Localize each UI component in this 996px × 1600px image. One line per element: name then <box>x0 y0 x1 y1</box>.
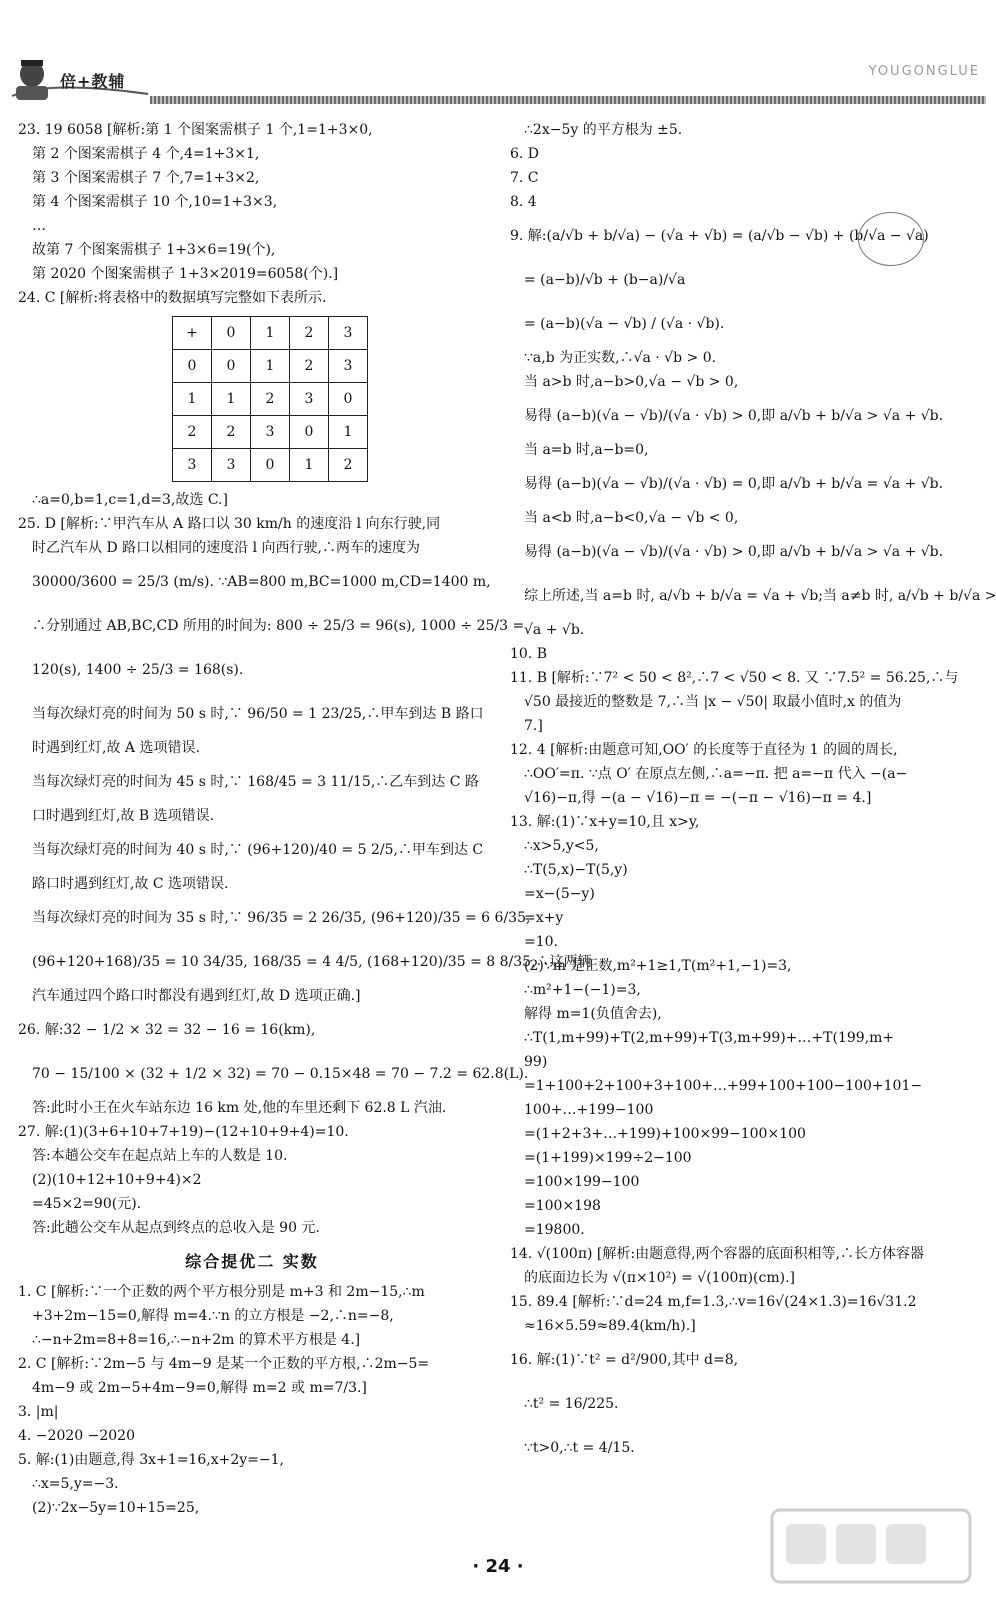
page-number: · 24 · <box>472 1556 524 1577</box>
answer-line: 易得 (a−b)(√a − √b)/(√a · √b) > 0,即 a/√b + b/√a > √a + √b. <box>524 408 944 424</box>
answer-line: 23. 19 6058 [解析:第 1 个图案需棋子 1 个,1=1+3×0, <box>18 122 373 138</box>
answer-line: 6. D <box>510 146 540 162</box>
table-cell: 3 <box>329 317 368 350</box>
answer-line: =10. <box>524 934 558 950</box>
answer-line: ∴T(1,m+99)+T(2,m+99)+T(3,m+99)+…+T(199,m+ <box>524 1030 895 1046</box>
table-cell: 3 <box>173 449 212 482</box>
answer-line: 13. 解:(1)∵x+y=10,且 x>y, <box>510 814 700 830</box>
section-title: 综合提优二 实数 <box>185 1252 319 1271</box>
answer-line: 答:此时小王在火车站东边 16 km 处,他的车里还剩下 62.8 L 汽油. <box>32 1100 447 1116</box>
answer-line: 25. D [解析:∵甲汽车从 A 路口以 30 km/h 的速度沿 l 向东行驶,同 <box>18 516 441 532</box>
table-cell: 0 <box>251 449 290 482</box>
answer-line: 第 3 个图案需棋子 7 个,7=1+3×2, <box>32 170 260 186</box>
answer-line: =x+y <box>524 910 564 926</box>
answer-line: 70 − 15/100 × (32 + 1/2 × 32) = 70 − 0.15×48 = 70 − 7.2 = 62.8(L). <box>32 1066 529 1082</box>
answer-line: 路口时遇到红灯,故 C 选项错误. <box>32 876 229 892</box>
table-row <box>173 416 368 449</box>
answer-line: 100+…+199−100 <box>524 1102 654 1118</box>
answer-line: ∴OO′=π. ∵点 O′ 在原点左侧,∴a=−π. 把 a=−π 代入 −(a− <box>524 766 908 782</box>
logo-text: 倍+教辅 <box>60 72 126 91</box>
table-cell: 0 <box>173 350 212 383</box>
answer-line: ∴分别通过 AB,BC,CD 所用的时间为: 800 ÷ 25/3 = 96(s), 1000 ÷ 25/3 = <box>32 618 525 634</box>
answer-line: 当 a<b 时,a−b<0,√a − √b < 0, <box>524 510 739 526</box>
answer-line: =x−(5−y) <box>524 886 595 902</box>
answer-line: ∴T(5,x)−T(5,y) <box>524 862 628 878</box>
answer-line: 当 a>b 时,a−b>0,√a − √b > 0, <box>524 374 739 390</box>
table-cell: 0 <box>329 383 368 416</box>
table-row <box>173 350 368 383</box>
answer-line: = (a−b)(√a − √b) / (√a · √b). <box>524 316 725 332</box>
table-cell: 3 <box>290 383 329 416</box>
stamp-icon <box>858 212 924 266</box>
answer-line: +3+2m−15=0,解得 m=4.∵n 的立方根是 −2,∴n=−8, <box>32 1308 394 1324</box>
answer-line: 第 2 个图案需棋子 4 个,4=1+3×1, <box>32 146 260 162</box>
answer-line: 答:此趟公交车从起点到终点的总收入是 90 元. <box>32 1220 320 1236</box>
table-cell: 3 <box>329 350 368 383</box>
answer-line: 120(s), 1400 ÷ 25/3 = 168(s). <box>32 662 244 678</box>
answer-line: 第 4 个图案需棋子 10 个,10=1+3×3, <box>32 194 278 210</box>
answer-line: (2)∵m 是正数,m²+1≥1,T(m²+1,−1)=3, <box>524 958 792 974</box>
table-cell: 1 <box>329 416 368 449</box>
answer-line: ∴x=5,y=−3. <box>32 1476 119 1492</box>
table-cell: 1 <box>251 317 290 350</box>
answer-line: ∴a=0,b=1,c=1,d=3,故选 C.] <box>32 492 228 508</box>
right-column <box>510 118 996 1470</box>
answer-line: ∵a,b 为正实数,∴√a · √b > 0. <box>524 350 717 366</box>
answer-line: √16)−π,得 −(a − √16)−π = −(−π − √16)−π = 4.] <box>524 790 872 806</box>
answer-line: ∴m²+1−(−1)=3, <box>524 982 641 998</box>
brand-logo <box>8 50 158 102</box>
answer-line: =(1+2+3+…+199)+100×99−100×100 <box>524 1126 806 1142</box>
answer-line: 14. √(100π) [解析:由题意得,两个容器的底面积相等,∴长方体容器 <box>510 1246 925 1262</box>
answer-line: =1+100+2+100+3+100+…+99+100+100−100+101− <box>524 1078 923 1094</box>
answer-line: ∴t² = 16/225. <box>524 1396 619 1412</box>
answer-line: 3. |m| <box>18 1404 59 1420</box>
answer-line: 24. C [解析:将表格中的数据填写完整如下表所示. <box>18 290 327 306</box>
answer-line: 7.] <box>524 718 543 734</box>
table-row <box>173 317 368 350</box>
answer-line: 26. 解:32 − 1/2 × 32 = 32 − 16 = 16(km), <box>18 1022 316 1038</box>
answer-line: 27. 解:(1)(3+6+10+7+19)−(12+10+9+4)=10. <box>18 1124 349 1140</box>
brand-name: YOUGONGLUE <box>868 64 980 79</box>
answer-line: 口时遇到红灯,故 B 选项错误. <box>32 808 215 824</box>
answer-line: =100×199−100 <box>524 1174 640 1190</box>
addition-table <box>172 316 368 482</box>
answer-line: 10. B <box>510 646 548 662</box>
table-cell: + <box>173 317 212 350</box>
answer-line: 易得 (a−b)(√a − √b)/(√a · √b) = 0,即 a/√b + b/√a = √a + √b. <box>524 476 944 492</box>
answer-line: 12. 4 [解析:由题意可知,OO′ 的长度等于直径为 1 的圆的周长, <box>510 742 898 758</box>
answer-line: 30000/3600 = 25/3 (m/s). ∵AB=800 m,BC=1000 m,CD=1400 m, <box>32 574 491 590</box>
answer-line: 时遇到红灯,故 A 选项错误. <box>32 740 200 756</box>
answer-line: 第 2020 个图案需棋子 1+3×2019=6058(个).] <box>32 266 339 282</box>
answer-line: 15. 89.4 [解析:∵d=24 m,f=1.3,∴v=16√(24×1.3)=16√31.2 <box>510 1294 917 1310</box>
answer-line: 易得 (a−b)(√a − √b)/(√a · √b) > 0,即 a/√b + b/√a > √a + √b. <box>524 544 944 560</box>
answer-line: (96+120+168)/35 = 10 34/35, 168/35 = 4 4/5, (168+120)/35 = 8 8/35,∴这两辆 <box>32 954 592 970</box>
answer-line: 7. C <box>510 170 539 186</box>
answer-line: 当每次绿灯亮的时间为 45 s 时,∵ 168/45 = 3 11/15,∴乙车到达 C 路 <box>32 774 479 790</box>
answer-line: √50 最接近的整数是 7,∴当 |x − √50| 取最小值时,x 的值为 <box>524 694 902 710</box>
answer-line: =(1+199)×199÷2−100 <box>524 1150 692 1166</box>
answer-line: 解得 m=1(负值舍去), <box>524 1006 662 1022</box>
header-rule <box>150 96 986 104</box>
answer-line: 4m−9 或 2m−5+4m−9=0,解得 m=2 或 m=7/3.] <box>32 1380 367 1396</box>
table-cell: 0 <box>212 350 251 383</box>
answer-line: 9. 解:(a/√b + b/√a) − (√a + √b) = (a/√b − √b) + (b/√a − √a) <box>510 228 929 244</box>
table-row <box>173 449 368 482</box>
table-cell: 3 <box>212 449 251 482</box>
answer-line: 当每次绿灯亮的时间为 50 s 时,∵ 96/50 = 1 23/25,∴甲车到达 B 路口 <box>32 706 484 722</box>
answer-line: ∵t>0,∴t = 4/15. <box>524 1440 635 1456</box>
answer-line: ≈16×5.59≈89.4(km/h).] <box>524 1318 696 1334</box>
answer-line: 综上所述,当 a=b 时, a/√b + b/√a = √a + √b;当 a≠b 时, a/√b + b/√a > <box>524 588 996 604</box>
answer-line: 当每次绿灯亮的时间为 35 s 时,∵ 96/35 = 2 26/35, (96+120)/35 = 6 6/35, <box>32 910 531 926</box>
answer-line: ∴−n+2m=8+8=16,∴−n+2m 的算术平方根是 4.] <box>32 1332 361 1348</box>
table-cell: 2 <box>212 416 251 449</box>
table-cell: 1 <box>212 383 251 416</box>
answer-line: 当 a=b 时,a−b=0, <box>524 442 649 458</box>
answer-line: 5. 解:(1)由题意,得 3x+1=16,x+2y=−1, <box>18 1452 284 1468</box>
table-cell: 1 <box>290 449 329 482</box>
answer-line: 16. 解:(1)∵t² = d²/900,其中 d=8, <box>510 1352 739 1368</box>
answer-line: ∴2x−5y 的平方根为 ±5. <box>524 122 683 138</box>
answer-line: 99) <box>524 1054 548 1070</box>
answer-line: 答:本趟公交车在起点站上车的人数是 10. <box>32 1148 288 1164</box>
table-cell: 0 <box>212 317 251 350</box>
answer-line: =45×2=90(元). <box>32 1196 142 1212</box>
answer-line: 故第 7 个图案需棋子 1+3×6=19(个), <box>32 242 276 258</box>
answer-line: √a + √b. <box>524 622 585 638</box>
answer-line: 1. C [解析:∵一个正数的两个平方根分别是 m+3 和 2m−15,∴m <box>18 1284 425 1300</box>
answer-line: 11. B [解析:∵7² < 50 < 8²,∴7 < √50 < 8. 又 ∵7.5² = 56.25,∴与 <box>510 670 959 686</box>
answer-line: … <box>32 218 46 234</box>
answer-line: = (a−b)/√b + (b−a)/√a <box>524 272 686 288</box>
page-header <box>0 0 996 108</box>
table-cell: 1 <box>173 383 212 416</box>
answer-line: 8. 4 <box>510 194 537 210</box>
answer-line: 4. −2020 −2020 <box>18 1428 135 1444</box>
answer-line: 时乙汽车从 D 路口以相同的速度沿 l 向西行驶,∴两车的速度为 <box>32 540 420 556</box>
table-cell: 2 <box>329 449 368 482</box>
answer-line: 当每次绿灯亮的时间为 40 s 时,∵ (96+120)/40 = 5 2/5,∴甲车到达 C <box>32 842 484 858</box>
answer-line: 2. C [解析:∵2m−5 与 4m−9 是某一个正数的平方根,∴2m−5= <box>18 1356 430 1372</box>
answer-line: =100×198 <box>524 1198 601 1214</box>
table-cell: 1 <box>251 350 290 383</box>
answer-line: 汽车通过四个路口时都没有遇到红灯,故 D 选项正确.] <box>32 988 361 1004</box>
table-cell: 2 <box>290 317 329 350</box>
table-cell: 2 <box>173 416 212 449</box>
table-cell: 2 <box>290 350 329 383</box>
table-cell: 0 <box>290 416 329 449</box>
answer-line: (2)∵2x−5y=10+15=25, <box>32 1500 200 1516</box>
answer-line: (2)(10+12+10+9+4)×2 <box>32 1172 202 1188</box>
answer-line: ∴x>5,y<5, <box>524 838 599 854</box>
answer-line: =19800. <box>524 1222 585 1238</box>
answer-line: 的底面边长为 √(π×10²) = √(100π)(cm).] <box>524 1270 796 1286</box>
table-row <box>173 383 368 416</box>
table-cell: 3 <box>251 416 290 449</box>
table-cell: 2 <box>251 383 290 416</box>
